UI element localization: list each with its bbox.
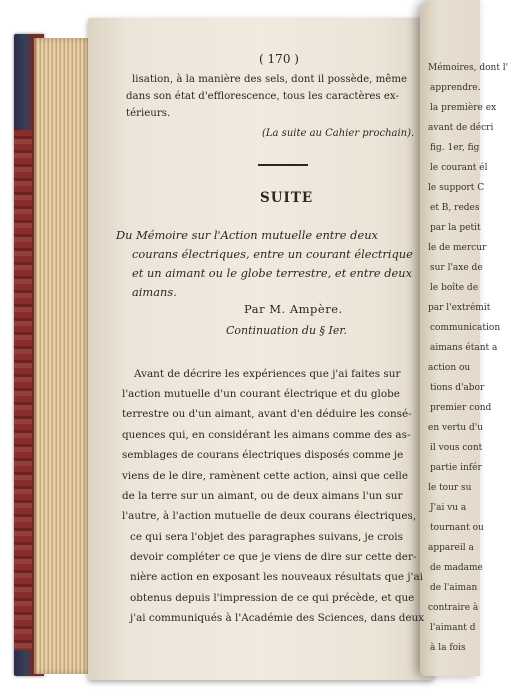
- body-line: viens de le dire, ramènent cette action, ainsi que celle: [122, 470, 408, 482]
- right-page-text-fragment: appareil a: [428, 543, 474, 553]
- right-page-text-fragment: avant de décri: [428, 123, 494, 133]
- body-line: j'ai communiqués à l'Académie des Sciences, dans deux: [130, 612, 425, 624]
- right-page-text-fragment: sur l'axe de: [430, 263, 483, 273]
- right-page-text-fragment: le courant él: [430, 163, 488, 173]
- carryover-line: térieurs.: [126, 108, 171, 119]
- article-title-line: Du Mémoire sur l'Action mutuelle entre deux: [116, 228, 378, 242]
- right-page-text-fragment: de l'aiman: [430, 583, 478, 593]
- body-line: nière action en exposant les nouveaux résultats que j'ai: [130, 571, 423, 583]
- marbled-cover-edge: [14, 130, 32, 650]
- right-page-text-fragment: tions d'abor: [430, 383, 485, 393]
- article-title-line: et un aimant ou le globe terrestre, et entre deux: [132, 266, 413, 280]
- right-page-text-fragment: et B, redes: [430, 203, 480, 213]
- right-page-text-fragment: par la petit: [430, 223, 481, 233]
- right-page-text-fragment: le boîte de: [430, 283, 479, 293]
- right-page-text-fragment: fig. 1er, fig: [430, 143, 480, 153]
- page-number: ( 170 ): [259, 52, 299, 66]
- right-page-text-fragment: le support C: [428, 183, 485, 193]
- right-page-text-fragment: premier cond: [430, 403, 492, 413]
- right-page-text-fragment: tournant ou: [430, 523, 484, 533]
- right-page-text-fragment: action ou: [428, 363, 471, 373]
- carryover-line: lisation, à la manière des sels, dont il possède, même: [132, 74, 408, 85]
- body-line: l'action mutuelle d'un courant électrique et du globe: [122, 388, 400, 400]
- right-page-text-fragment: J'ai vu a: [430, 503, 467, 513]
- right-page-text-fragment: le tour su: [428, 483, 472, 493]
- body-line: de la terre sur un aimant, ou de deux aimans l'un sur: [122, 490, 403, 502]
- page-edges: [34, 38, 94, 674]
- body-line: quences qui, en considérant les aimans comme des as-: [122, 429, 411, 441]
- body-line: obtenus depuis l'impression de ce qui précède, et que: [130, 592, 415, 604]
- right-page-text-fragment: à la fois: [430, 643, 466, 653]
- right-page-text-fragment: aimans étant a: [430, 343, 498, 353]
- right-page-text-fragment: l'aimant d: [430, 623, 476, 633]
- carryover-line: dans son état d'efflorescence, tous les caractères ex-: [126, 91, 399, 102]
- right-page-text-fragment: partie infér: [430, 463, 482, 473]
- right-page: [420, 0, 508, 676]
- body-line: terrestre ou d'un aimant, avant d'en déduire les consé-: [122, 408, 412, 420]
- article-title-line: courans électriques, entre un courant électrique: [132, 247, 413, 261]
- continuation-note: (La suite au Cahier prochain).: [262, 128, 415, 139]
- right-page-text-fragment: il vous cont: [430, 443, 483, 453]
- subheading: Continuation du § Ier.: [226, 324, 347, 337]
- article-title-line: aimans.: [132, 285, 177, 299]
- right-page-text-fragment: en vertu d'u: [428, 423, 484, 433]
- section-heading: SUITE: [260, 190, 314, 206]
- right-page-text-fragment: contraire à: [428, 603, 479, 613]
- right-page-text-fragment: le de mercur: [428, 243, 487, 253]
- right-page-text-fragment: communication: [430, 323, 501, 333]
- body-line: Avant de décrire les expériences que j'ai faites sur: [134, 368, 401, 380]
- right-page-text-fragment: de madame: [430, 563, 483, 573]
- body-line: l'autre, à l'action mutuelle de deux courans électriques,: [122, 510, 417, 522]
- body-line: ce qui sera l'objet des paragraphes suivans, je crois: [130, 531, 403, 543]
- right-page-text-fragment: par l'extrémit: [428, 303, 491, 313]
- right-page-text-fragment: Mémoires, dont l': [428, 63, 508, 73]
- body-line: devoir compléter ce que je viens de dire sur cette der-: [130, 551, 417, 563]
- author-line: Par M. Ampère.: [244, 302, 343, 316]
- right-page-text-fragment: la première ex: [430, 103, 497, 113]
- body-line: semblages de courans électriques disposés comme je: [122, 449, 404, 461]
- section-rule: [258, 164, 308, 166]
- right-page-text-fragment: apprendre.: [430, 83, 481, 93]
